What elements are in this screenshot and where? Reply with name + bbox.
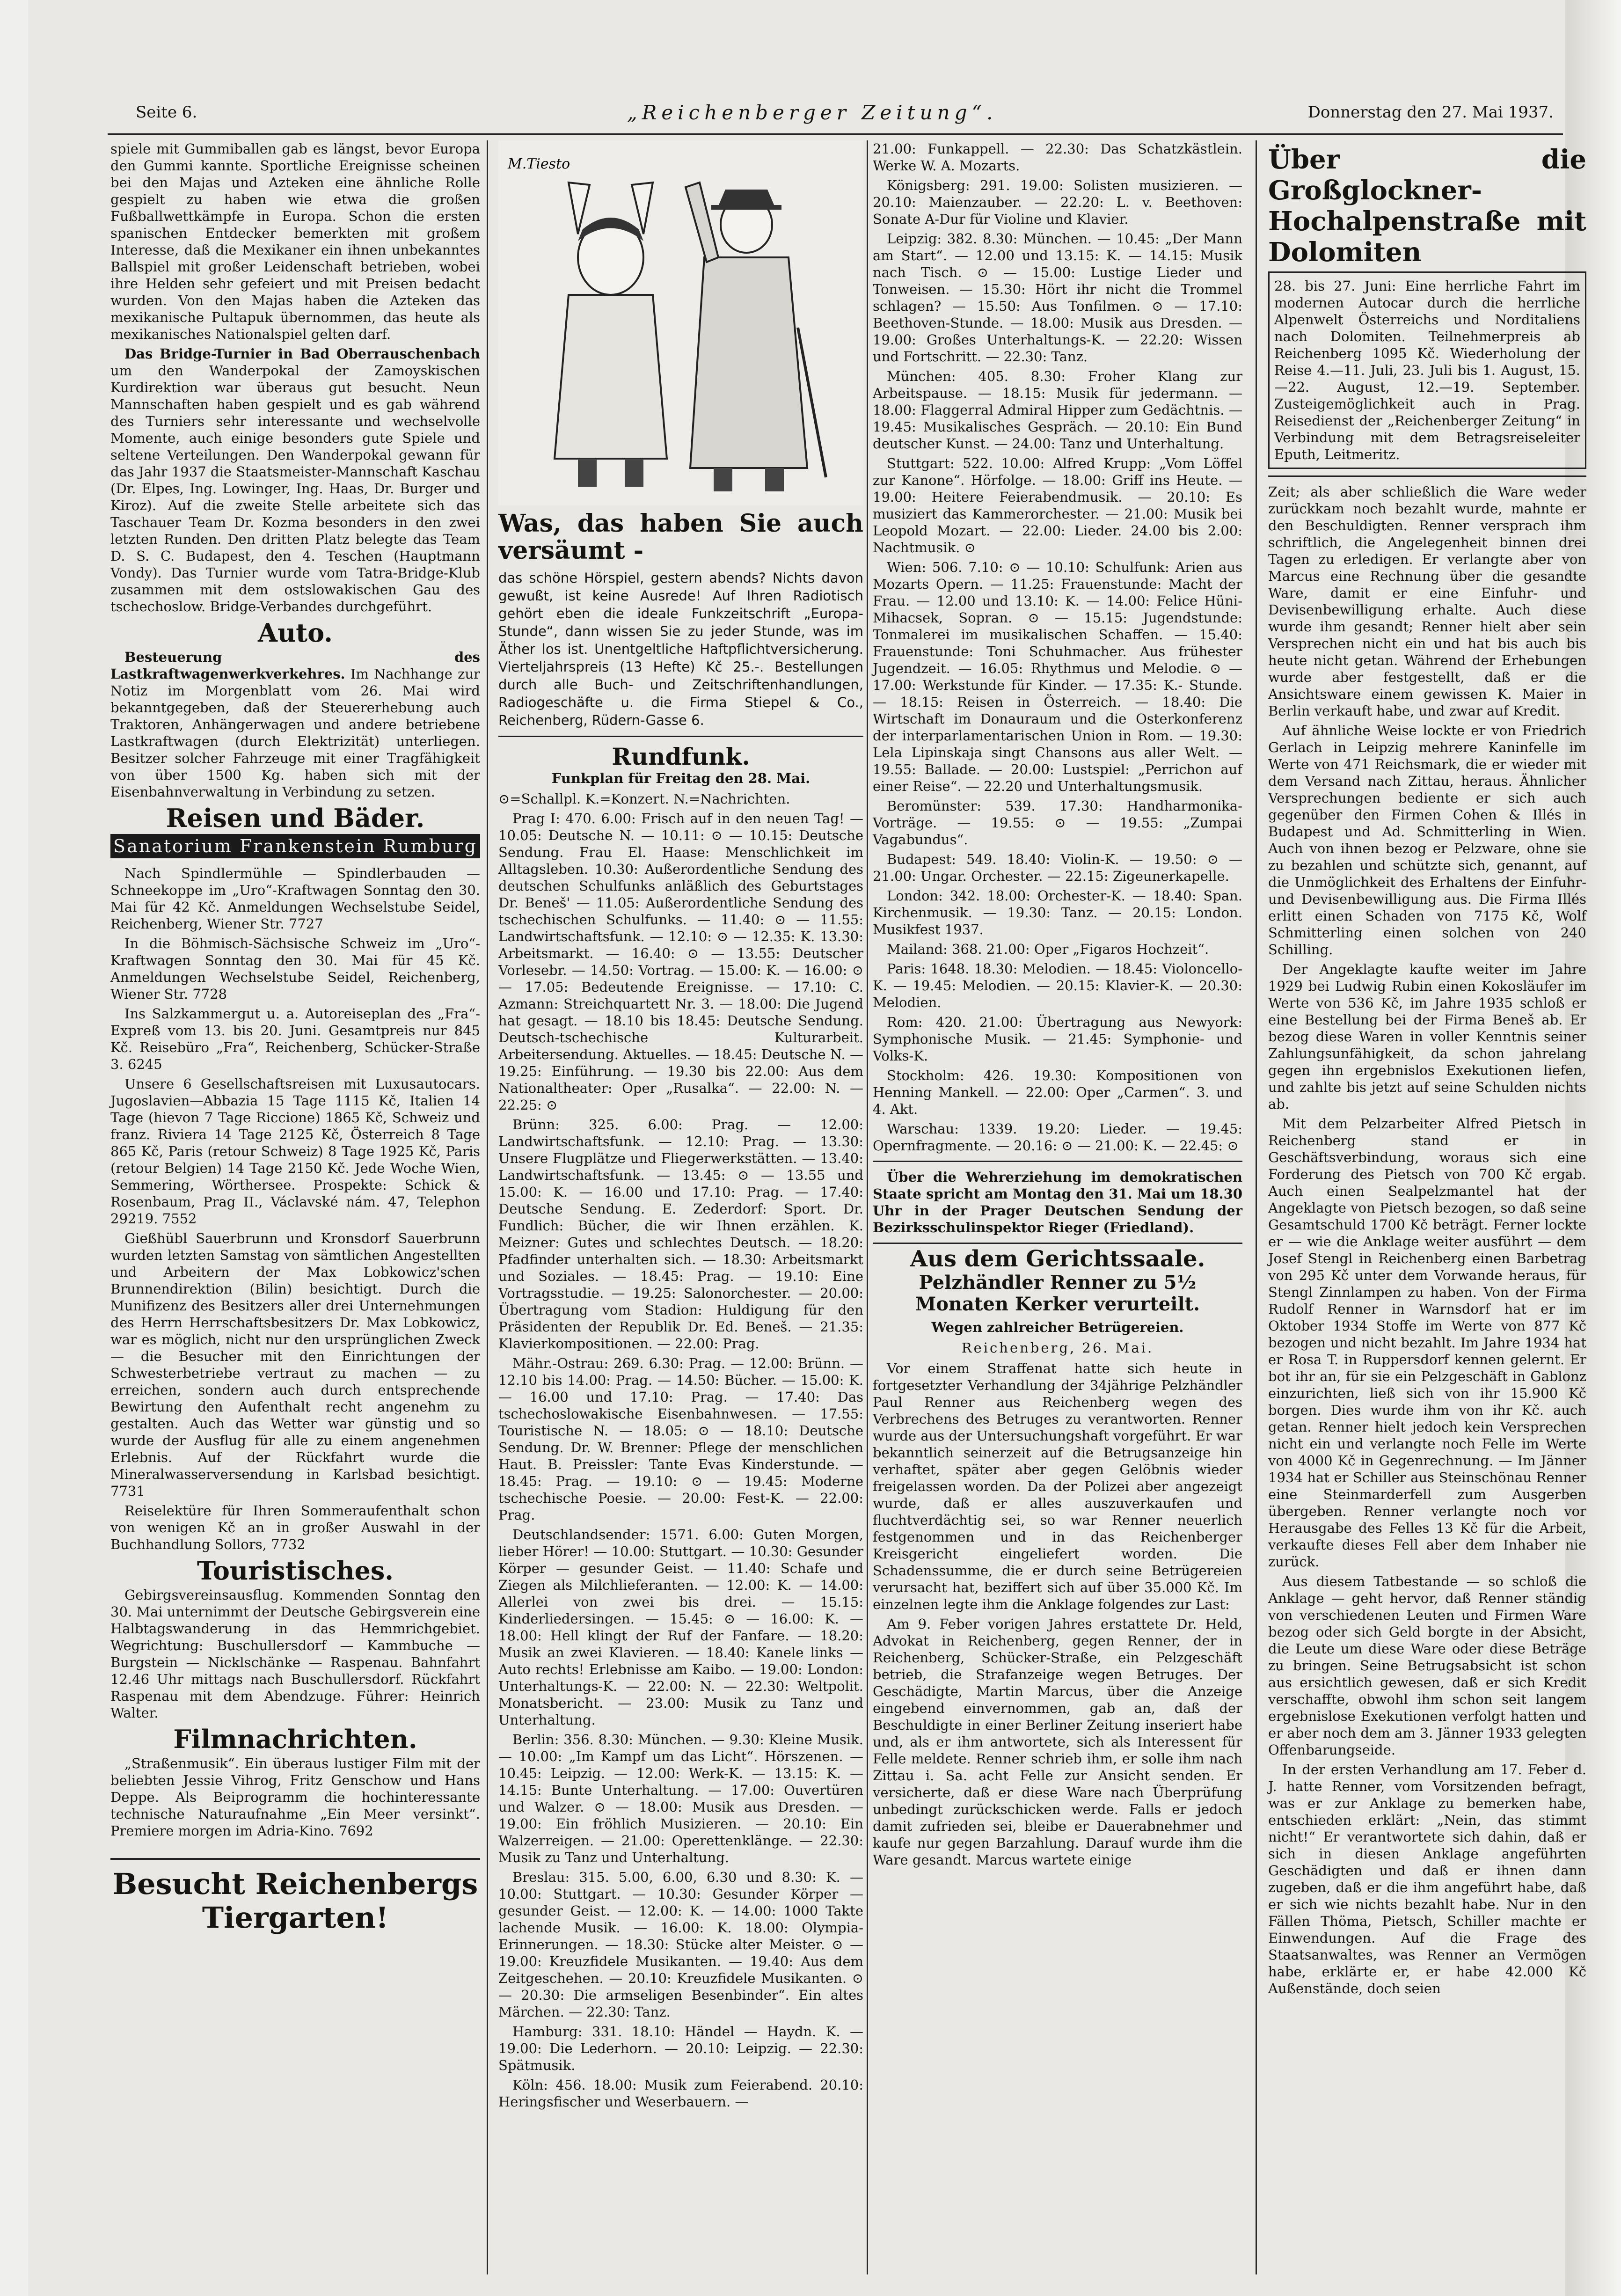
- header-rule: [108, 133, 1563, 135]
- page-header: [136, 99, 1568, 132]
- radio-budapest: Budapest: 549. 18.40: Violin-K. — 19.50: ⊙ — 21.00: Ungar. Orchester. — 22.15: Zigeunerkapelle.: [873, 851, 1242, 884]
- newspaper-name: „Reichenberger Zeitung“.: [627, 101, 998, 124]
- bridge-article: um den Wanderpokal der Zamoyskischen Kurdirektion war überaus gut besucht. Neun Mannschaften haben gespielt und es gab während des Turniers sehr interessante und wechselvolle Momente, auch einige besonders gute Spiele und seltene Verteilungen. Den Wanderpokal gewann für das Jahr 1937 die Staatsmeister-Mannschaft Kaschau (Dr. Elpes, Ing. Lowinger, Ing. Haas, Dr. Burger und Kiroz). Auf die zweite Stelle arbeitete sich das Taschauer Team Dr. Kozma besonders in den zwei letzten Runden. Den dritten Platz belegte das Team D. S. C. Budapest, den 4. Teschen (Hauptmann Vondy). Das Turnier wurde vom Tatra-Bridge-Klub zusammen mit dem ostslowakischen Gau des tschechoslow. Bridge-Verbandes durchgeführt.: [110, 363, 480, 614]
- court-article-part4: Auf ähnliche Weise lockte er von Friedrich Gerlach in Leipzig mehrere Kaninfelle im Werte von 471 Reichsmark, die er wieder mit dem Versand nach Zittau, heraus. Ähnlicher Versprechungen bediente er sich auch gegenüber den Firmen Cohen & Illés in Budapest und Ad. Schmitterling in Wien. Auch von ihnen bezog er Pelzware, ohne sie zu bezahlen und schützte sich, genannt, auf die Unmöglichkeit des Erhaltens der Einfuhr- und Devisenbewilligung aus. Die Firma Illés erlitt einen Schaden von 7175 Kč, Wolf Schmitterling einen solchen von 240 Schilling.: [1268, 723, 1586, 958]
- section-court-title: Aus dem Gerichtssaale.: [910, 1246, 1205, 1272]
- court-article-part1: Vor einem Straffenat hatte sich heute in fortgesetzter Verhandlung der 34jährige Pelzhändler Paul Renner aus Reichenberg wegen des Verbrechens des Betruges zu verantworten. Renner wurde aus der Untersuchungshaft vorgeführt. Er war bekanntlich seinerzeit auf die Betrugsanzeige hin verhaftet, später aber gegen Gelöbnis wieder freigelassen worden. Da der Polizei aber angezeigt wurde, daß er alles auszuverkaufen und fluchtverdächtig sei, so war Renner neuerlich festgenommen und in das Reichenberger Kreisgericht eingeliefert worden. Die Schadenssumme, die er durch seine Betrügereien verursacht hat, beziffert sich auf über 35.000 Kč. Im einzelnen legte ihm die Anklage folgendes zur Last:: [873, 1360, 1242, 1612]
- radio-rom: Rom: 420. 21.00: Übertragung aus Newyork: Symphonische Musik. — 21.45: Symphonie- und Volks-K.: [873, 1014, 1242, 1064]
- auto-headline: Besteuerung des Lastkraftwagenwerkverkehres.: [110, 649, 480, 682]
- court-article-part8: In der ersten Verhandlung am 17. Feber d. J. hatte Renner, vom Vorsitzenden befragt, was er zur Anklage zu bemerken habe, entschieden erklärt: „Nein, das stimmt nicht!“ Er verantwortete sich dahin, daß er sich in diesen Anklage angeführten Geschädigten und daß er ihnen dann zugeben, daß er die ihm angeführt habe, daß er sich wie nichts bezahlt habe. Nur in den Fällen Thöma, Pietsch, Schiller machte er Einwendungen. Auf die Frage des Staatsanwaltes, was Renner an Vermögen habe, erklärte er, er habe 42.000 Kč Außenstände, doch seien: [1268, 1762, 1586, 1996]
- radio-ad-headline: Was, das haben Sie auch versäumt -: [498, 509, 863, 565]
- section-travel-title: Reisen und Bäder.: [166, 803, 425, 833]
- tourism-article: Gebirgsvereinsausflug. Kommenden Sonntag den 30. Mai unternimmt der Deutsche Gebirgsverein eine Halbtagswanderung in das Hemmrichgebiet. Wegrichtung: Buschullersdorf — Kammbuche — Burgstein — Nicklschänke — Raspenau. Bahnfahrt 12.46 Uhr mittags nach Buschullersdorf. Rückfahrt Raspenau mit dem Abendzuge. Führer: Heinrich Walter.: [110, 1587, 480, 1721]
- radio-mailand: Mailand: 368. 21.00: Oper „Figaros Hochzeit“.: [887, 941, 1209, 957]
- radio-ostrau: Mähr.-Ostrau: 269. 6.30: Prag. — 12.00: Brünn. — 12.10 bis 14.00: Prag. — 14.50: Bücher. — 15.00: K. — 16.00 und 17.10: Prag. — 17.40: Das tschechoslowakische Eisenbahnwesen. — 17.55: Touristische N. — 18.05: ⊙ — 18.10: Deutsche Sendung. Dr. W. Brenner: Pflege der menschlichen Haut. B. Preissler: Tante Evas Kinderstunde. — 18.45: Prag. — 19.10: ⊙ — 19.45: Moderne tschechische Poesie. — 20.00: Fest-K. — 22.00: Prag.: [498, 1355, 863, 1523]
- court-article-part3: Zeit; als aber schließlich die Ware weder zurückkam noch bezahlt wurde, mahnte er den Beschuldigten. Renner versprach ihm schriftlich, die Angelegenheit binnen drei Tagen zu erledigen. Er verlangte aber von Marcus eine Rechnung über die gesandte Ware, damit er eine Einfuhr- und Devisenbewilligung erhalte. Auch diese wurde ihm gesandt; Renner hielt aber sein Versprechen nicht ein und hat bis auch bis heute nicht getan. Während der Erhebungen wurde aber festgestellt, daß er die Ansichtsware einem gewissen K. Maier in Berlin verkauft habe, und zwar auf Kredit.: [1268, 484, 1586, 719]
- radio-program-subtitle: Funkplan für Freitag den 28. Mai.: [551, 770, 810, 786]
- radio-prag: Prag I: 470. 6.00: Frisch auf in den neuen Tag! — 10.05: Deutsche N. — 10.11: ⊙ — 10.15: Deutsche Sendung. Frau El. Haase: Menschlichkeit im Alltagsleben. 10.30: Außerordentliche Sendung des deutschen Schulfunks anläßlich des Geburtstages Dr. Beneš' — 11.05: Außerordentliche Sendung des tschechischen Schulfunks. — 11.40: ⊙ — 11.55: Landwirtschaftsfunk. — 12.10: ⊙ — 12.35: K. 13.30: Arbeitsmarkt. — 16.40: ⊙ — 13.55: Deutscher Vorlesebr. — 14.50: Vortrag. — 15.00: K. — 16.00: ⊙ — 17.05: Bedeutende Ereignisse. — 17.10: C. Azmann: Streichquartett Nr. 3. — 18.00: Die Jugend hat gesagt. — 18.10 bis 18.45: Deutsche Sendung. Deutsch-tschechische Kulturarbeit. Arbeitersendung. Aktuelles. — 18.45: Deutsche N. — 19.25: Einführung. — 19.30 bis 22.00: Aus dem Nationaltheater: Oper „Rusalka“. — 22.00: N. — 22.25: ⊙: [498, 811, 863, 1113]
- column-divider-1: [487, 140, 488, 2274]
- sanatorium-banner: Sanatorium Frankenstein Rumburg: [110, 834, 480, 858]
- film-article: „Straßenmusik“. Ein überaus lustiger Film mit der beliebten Jessie Vihrog, Fritz Genschow und Hans Deppe. Als Beiprogramm die hochinteressante technische Naturaufnahme „Ein Meer versinkt“. Premiere morgen im Adria-Kino. 7692: [110, 1755, 480, 1839]
- radio-koenigsberg: Königsberg: 291. 19.00: Solisten musizieren. — 20.10: Maienzauber. — 22.20: L. v. Beethoven: Sonate A-Dur für Violine und Klavier.: [873, 177, 1242, 227]
- radio-koeln: Köln: 456. 18.00: Musik zum Feierabend. 20.10: Heringsfischer und Weserbauern. —: [498, 2077, 863, 2110]
- court-article-part5: Der Angeklagte kaufte weiter im Jahre 1929 bei Ludwig Rubin einen Kokosläufer im Werte von 536 Kč, im Jahre 1935 schloß er eine Bestellung bei der Firma Beneš ab. Er bezog diese Waren in voller Kenntnis seiner Zahlungsunfähigkeit, da schon jahrelang gegen ihn ergebnislos Exekutionen liefen, und zahlte bis jetzt auf seine Schulden nichts ab.: [1268, 961, 1586, 1112]
- radio-warschau: Warschau: 1339. 19.20: Lieder. — 19.45: Opernfragmente. — 20.16: ⊙ — 21.00: K. — 22.45: ⊙: [873, 1121, 1242, 1154]
- radio-stuttgart: Stuttgart: 522. 10.00: Alfred Krupp: „Vom Löffel zur Kanone“. Hörfolge. — 18.00: Griff ins Heute. — 19.00: Heitere Feierabendmusik. — 20.10: Es musiziert das Kammerorchester. — 21.00: Musik bei Leopold Mozart. — 22.00: Lieder. 24.00 bis 2.00: Nachtmusik. ⊙: [873, 455, 1242, 556]
- radio-legend: ⊙=Schallpl. K.=Konzert. N.=Nachrichten.: [498, 791, 790, 807]
- issue-date: Donnerstag den 27. Mai 1937.: [1307, 103, 1554, 122]
- radio-muenchen: München: 405. 8.30: Froher Klang zur Arbeitspause. — 18.15: Musik für jedermann. — 18.00: Flaggerral Admiral Hipper zum Gedächtnis. — 19.45: Musikalisches Gespräch. — 20.10: Ein Bund deutscher Kunst. — 24.00: Tanz und Unterhaltung.: [873, 368, 1242, 452]
- radio-stockholm: Stockholm: 426. 19.30: Kompositionen von Henning Mankell. — 22.00: Oper „Carmen“. 3. und 4. Akt.: [873, 1068, 1242, 1117]
- cartoon-signature: M.Tiesto: [508, 156, 570, 172]
- article-ballgames: spiele mit Gummiballen gab es längst, bevor Europa den Gummi kannte. Sportliche Ereignisse scheinen bei den Majas und Azteken eine ähnliche Rolle gespielt zu haben wie etwa die großen Fußballwettkämpfe in Europa. Schon die ersten spanischen Entdecker bemerkten mit großem Interesse, daß die Mexikaner ein ihnen unbekanntes Ballspiel mit großer Leidenschaft betrieben, wobei ihre Helden sehr gefeiert und mit Preisen bedacht wurden. Von den Majas haben die Azteken das mexikanische Pultapuk übernommen, das heute als mexikanisches Nationalspiel gelten darf.: [110, 141, 480, 342]
- travel-ad-box: [1268, 271, 1586, 469]
- court-subheadline: Wegen zahlreicher Betrügereien.: [931, 1319, 1184, 1335]
- column-4: [1268, 140, 1586, 2000]
- radio-ad-text: das schöne Hörspiel, gestern abends? Nichts davon gewußt, ist keine Ausrede! Auf Ihren Radiotisch gehört eben die ideale Funkzeitschrift „Europa-Stunde“, dann wissen Sie zu jeder Stunde, was im Äther los ist. Unentgeltliche Haftpflichtversicherung. Vierteljahrspreis (13 Hefte) Kč 25.-. Bestellungen durch alle Buch- und Zeitschriftenhandlungen, Radiogeschäfte u. die Firma Stiepel & Co., Reichenberg, Rüdern-Gasse 6.: [498, 570, 863, 728]
- section-film-title: Filmnachrichten.: [173, 1724, 417, 1754]
- travel-item-1: Nach Spindlermühle — Spindlerbauden — Schneekoppe im „Uro“-Kraftwagen Sonntag den 30. Mai für 42 Kč. Anmeldungen Wechselstube Seidel, Reichenberg, Wiener Str. 7727: [110, 865, 480, 932]
- radio-hamburg: Hamburg: 331. 18.10: Händel — Haydn. K. — 19.00: Die Lederhorn. — 20.10: Leipzig. — 22.30: Spätmusik.: [498, 2024, 863, 2073]
- radio-koeln-cont: 21.00: Funkappell. — 22.30: Das Schatzkästlein. Werke W. A. Mozarts.: [873, 141, 1242, 174]
- column-divider-2: [867, 140, 868, 2274]
- travel-item-4: Unsere 6 Gesellschaftsreisen mit Luxusautocars. Jugoslavien—Abbazia 15 Tage 1115 Kč, Italien 14 Tage (hievon 7 Tage Riccione) 1865 Kč, Schweiz und franz. Riviera 14 Tage 2125 Kč, Österreich 8 Tage 865 Kč, Paris (retour Schweiz) 8 Tage 1925 Kč, Paris (retour Belgien) 14 Tage 2150 Kč. Jede Woche Wien, Semmering, Wörthersee. Prospekte: Schick & Rosenbaum, Prag II., Václavské nám. 47, Telephon 29219. 7552: [110, 1076, 480, 1227]
- column-3: [873, 140, 1242, 1871]
- radio-leipzig: Leipzig: 382. 8.30: München. — 10.45: „Der Mann am Start“. — 12.00 und 13.15: K. — 14.15: Musik nach Tisch. ⊙ — 15.00: Lustige Lieder und Tonweisen. — 15.30: Hört ihr nicht die Trommel schlagen? — 15.50: Aus Tonfilmen. ⊙ — 17.10: Beethoven-Stunde. — 18.00: Musik aus Dresden. — 19.00: Großes Unterhaltungs-K. — 22.20: Wissen und Fortschritt. — 22.30: Tanz.: [873, 231, 1242, 365]
- cartoon-drawing: [498, 140, 863, 505]
- travel-item-6: Reiselektüre für Ihren Sommeraufenthalt schon von wenigen Kč an in großer Auswahl in der Buchhandlung Sollors, 7732: [110, 1503, 480, 1552]
- notice-divider: [873, 1243, 1242, 1244]
- court-article-part6: Mit dem Pelzarbeiter Alfred Pietsch in Reichenberg stand er in Geschäftsverbindung, woraus sich eine Forderung des Pietsch von 700 Kč ergab. Auch einen Sealpelzmantel hat der Angeklagte von Pietsch bezogen, so daß seine Gesamtschuld 1700 Kč beträgt. Ferner lockte er — wie die Anklage weiter ausführt — dem Josef Stengl in Reichenberg einen Barbetrag von 295 Kč unter dem Vorwande heraus, für Stengl Zinnlampen zu haben. Von der Firma Rudolf Renner in Warnsdorf hat er im Oktober 1934 Stoffe im Werte von 877 Kč bezogen und nicht bezahlt. Im Jahre 1934 hat er Rosa T. in Ruppersdorf kennen gelernt. Er bot ihr an, für sie ein Pelzgeschäft in Gablonz einzurichten, ließ sich von ihr 15.900 Kč borgen. Dies wurde ihm von ihr Kč. auch getan. Renner hielt jedoch kein Versprechen nicht ein und verlangte noch Felle im Werte von 4000 Kč in Gegenrechnung. — Im Jänner 1934 hat er Schiller aus Steinschönau Renner eine Steinmarderfell zum Ausgerben übergeben. Renner verlangte noch vor Herausgabe des Felles 13 Kč für die Arbeit, verkaufte dieses Fell aber dem Inhaber nie zurück.: [1268, 1116, 1586, 1570]
- travel-item-3: Ins Salzkammergut u. a. Autoreiseplan des „Fra“-Expreß vom 13. bis 20. Juni. Gesamtpreis nur 845 Kč. Reisebüro „Fra“, Reichenberg, Schücker-Straße 3. 6245: [110, 1006, 480, 1072]
- radio-beromuenster: Beromünster: 539. 17.30: Handharmonika-Vorträge. — 19.55: ⊙ — 19.55: „Zumpai Vagabundus“.: [873, 798, 1242, 848]
- radio-deutschlandsender: Deutschlandsender: 1571. 6.00: Guten Morgen, lieber Hörer! — 10.00: Stuttgart. — 10.30: Gesunder Körper — gesunder Geist. — 11.40: Schafe und Ziegen als Milchlieferanten. — 12.00: K. — 14.00: Allerlei von zwei bis drei. — 15.15: Kinderliedersingen. — 15.45: ⊙ — 16.00: K. — 18.00: Hell klingt der Ruf der Fanfare. — 18.20: Musik an zwei Klavieren. — 18.40: Kanele links — Auto rechts! Erlebnisse am Kaibo. — 19.00: London: Unterhaltungs-K. — 22.00: N. — 22.30: Weltpolit. Monatsbericht. — 23.00: Musik zu Tanz und Unterhaltung.: [498, 1527, 863, 1728]
- section-auto-title: Auto.: [258, 618, 333, 648]
- zoo-advertisement: Besucht Reichenbergs Tiergarten!: [110, 1858, 480, 1935]
- page-number: Seite 6.: [136, 103, 197, 122]
- column-1: [110, 140, 480, 1935]
- travel-item-2: In die Böhmisch-Sächsische Schweiz im „Uro“-Kraftwagen Sonntag den 30. Mai für 45 Kč. Anmeldungen Wechselstube Seidel, Reichenberg, Wiener Str. 7728: [110, 936, 480, 1002]
- court-dateline: Reichenberg, 26. Mai.: [961, 1340, 1154, 1356]
- ad-divider: [498, 736, 863, 737]
- section-radio-title: Rundfunk.: [612, 743, 750, 770]
- travel-item-5: Gießhübl Sauerbrunn und Kronsdorf Sauerbrunn wurden letzten Samstag von sämtlichen Angestellten und Arbeitern der Max Lobkowicz'schen Brunnendirektion (Bilin) besichtigt. Durch die Munifizenz des Besitzers aller drei Unternehmungen des Herrn Herrschaftsbesitzers Dr. Max Lobkowicz, war es möglich, nicht nur den ursprünglichen Zweck — die Besucher mit den Einrichtungen der Schwesterbetriebe vertraut zu machen — zu erreichen, sondern auch durch entsprechende Bewirtung den Aufenthalt recht angenehm zu gestalten. Auch das Wetter war günstig und so wurde der Ausflug für alle zu einem angenehmen Erlebnis. Auf der Rückfahrt wurde die Mineralwasserversendung in Karlsbad besichtigt. 7731: [110, 1230, 480, 1499]
- radio-breslau: Breslau: 315. 5.00, 6.00, 6.30 und 8.30: K. — 10.00: Stuttgart. — 10.30: Gesunder Körper — gesunder Geist. — 12.00: K. — 14.00: 1000 Takte lachende Musik. — 16.00: K. 18.00: Olympia-Erinnerungen. — 18.30: Stücke alter Meister. ⊙ — 19.00: Kreuzfidele Musikanten. — 19.40: Aus dem Zeitgeschehen. — 20.10: Kreuzfidele Musikanten. ⊙ — 20.30: Die armseligen Besenbinder“. Ein altes Märchen. — 22.30: Tanz.: [498, 1869, 863, 2020]
- radio-london: London: 342. 18.00: Orchester-K. — 18.40: Span. Kirchenmusik. — 19.30: Tanz. — 20.15: London. Musikfest 1937.: [873, 888, 1242, 937]
- column-2: [498, 140, 863, 2113]
- travel-ad-headline: Über die Großglockner-Hochalpenstraße mit Dolomiten: [1268, 144, 1586, 268]
- bridge-headline: Das Bridge-Turnier in Bad Oberrauschenbach: [124, 346, 480, 362]
- radio-paris: Paris: 1648. 18.30: Melodien. — 18.45: Violoncello-K. — 19.45: Melodien. — 20.15: Klavier-K. — 20.30: Melodien.: [873, 961, 1242, 1010]
- radio-berlin: Berlin: 356. 8.30: München. — 9.30: Kleine Musik. — 10.00: „Im Kampf um das Licht“. Hörszenen. — 10.45: Leipzig. — 12.00: Werk-K. — 13.15: K. — 14.15: Bunte Unterhaltung. — 17.00: Ouvertüren und Walzer. ⊙ — 18.00: Musik aus Dresden. — 19.00: Ein fröhlich Musizieren. — 20.10: Ein Walzerreigen. — 21.00: Operettenklänge. — 22.30: Musik zu Tanz und Unterhaltung.: [498, 1732, 863, 1865]
- radio-divider: [873, 1161, 1242, 1162]
- section-tourism-title: Touristisches.: [197, 1556, 394, 1586]
- auto-article: Im Nachhange zur Notiz im Morgenblatt vom 26. Mai wird bekanntgegeben, daß der Steuererhebung auch Traktoren, Anhängerwagen und andere betriebene Lastkraftwagen (durch Elektrizität) unterliegen. Besitzer solcher Fahrzeuge mit einer Tragfähigkeit von über 1500 Kg. haben sich mit der Eisenbahnverwaltung in Verbindung zu setzen.: [110, 666, 480, 800]
- travel-ad-text: 28. bis 27. Juni: Eine herrliche Fahrt im modernen Autocar durch die herrliche Alpenwelt Österreichs und Norditaliens nach Dolomiten. Teilnehmerpreis ab Reichenberg 1095 Kč. Wiederholung der Reise 4.—11. Juli, 23. Juli bis 1. August, 15.—22. August, 12.—19. September. Zusteigemöglichkeit auch in Prag. Reisedienst der „Reichenberger Zeitung“ in Verbindung mit dem Betragsreiseleiter Eputh, Leitmeritz.: [1274, 278, 1580, 462]
- radio-wien: Wien: 506. 7.10: ⊙ — 10.10: Schulfunk: Arien aus Mozarts Opern. — 11.25: Frauenstunde: Macht der Frau. — 12.00 und 13.10: K. — 14.00: Felice Hüni-Mihacsek, Sopran. ⊙ — 15.15: Jugendstunde: Tonmalerei im musikalischen Schaffen. — 15.40: Frauenstunde: Toni Schuhmacher. Aus frühester Jugendzeit. — 16.05: Rhythmus und Melodie. ⊙ — 17.00: Werkstunde für Kinder. — 17.35: K.- Stunde. — 18.15: Reisen in Österreich. — 18.40: Die Wirtschaft im Donauraum und die Osterkonferenz der interparlamentarischen Union in Rom. — 19.30: Lela Lipinskaja singt Chansons aus aller Welt. — 19.55: Ballade. — 20.00: Lustspiel: „Perrichon auf einer Reise“. — 22.20 und Unterhaltungsmusik.: [873, 559, 1242, 794]
- radio-notice: Über die Wehrerziehung im demokratischen Staate spricht am Montag den 31. Mai um 18.30 Uhr in der Prager Deutschen Sendung der Bezirksschulinspektor Rieger (Friedland).: [873, 1169, 1242, 1236]
- column-divider-3: [1256, 140, 1257, 2274]
- radio-bruenn: Brünn: 325. 6.00: Prag. — 12.00: Landwirtschaftsfunk. — 12.10: Prag. — 13.30: Unsere Flugplätze und Fliegerwerkstätten. — 13.40: Landwirtschaftsfunk. — 13.45: ⊙ — 13.55 und 15.00: K. — 16.00 und 17.10: Prag. — 17.40: Deutsche Sendung. E. Zederdorf: Sport. Dr. Fundlich: Bücher, die wir Ihnen erzählen. K. Meizner: Gutes und schlechtes Deutsch. — 18.20: Pfadfinder unterhalten sich. — 18.30: Arbeitsmarkt und Soziales. — 18.45: Prag. — 19.10: Eine Vortragsstudie. — 19.25: Salonorchester. — 20.00: Übertragung vom Stadion: Huldigung für den Präsidenten der Republik Dr. Ed. Beneš. — 21.35: Klavierkompositionen. — 22.00: Prag.: [498, 1117, 863, 1352]
- cartoon-illustration: [498, 140, 863, 505]
- court-headline: Pelzhändler Renner zu 5½ Monaten Kerker verurteilt.: [915, 1272, 1200, 1315]
- court-article-part7: Aus diesem Tatbestande — so schloß die Anklage — geht hervor, daß Renner ständig von verschiedenen Leuten und Firmen Ware bezog oder sich Geld borgte in der Absicht, die Leute um diese Ware oder diese Beträge zu bringen. Seine Betrugsabsicht ist schon aus ersichtlich gewesen, daß er sich Kredit verschaffte, obwohl ihm schon seit langem ergebnislose Exekutionen verfolgt hatten und er aber noch dem am 3. Jänner 1933 gelegten Offenbarungseide.: [1268, 1573, 1586, 1758]
- court-article-part2: Am 9. Feber vorigen Jahres erstattete Dr. Held, Advokat in Reichenberg, gegen Renner, der in Reichenberg, Schücker-Straße, ein Pelzgeschäft betrieb, die Strafanzeige wegen Betruges. Der Geschädigte, Martin Marcus, über die Anzeige eingebend einvernommen, gab an, daß der Beschuldigte in einer Berliner Zeitung inseriert habe und, als er ihm antwortete, sich als Interessent für Felle meldete. Renner schrieb ihm, er solle ihm nach Zittau i. Sa. acht Felle zur Ansicht senden. Er versicherte, daß er diese Ware nach Überprüfung unbedingt zurückschicken werde. Falls er jedoch damit zufrieden sei, bleibe er Dauerabnehmer und kaufe nur gegen Barzahlung. Darauf wurde ihm die Ware gesandt. Marcus wartete einige: [873, 1616, 1242, 1868]
- travel-ad-divider: [1268, 475, 1586, 477]
